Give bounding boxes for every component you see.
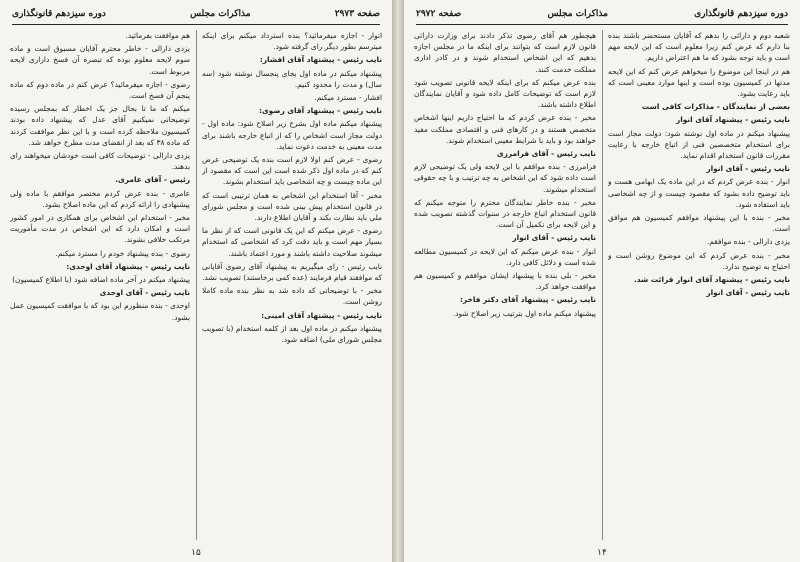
paragraph: انوار - اجازه میفرمائید؟ بنده استرداد میکنم برای اینکه میترسم بطور دیگر رای گرفته شود. bbox=[202, 31, 382, 52]
paragraph: نایب رئیس - پیشنهاد آقای رضوی: bbox=[258, 106, 382, 116]
paragraph: رضوی - عرض کنم اولا لازم است بنده یک توضیحی عرض کنم که در ماده اول ذکر شده است این است که مقصود از این ماده چیست و چه اشخاصی باید استخدام بشوند. bbox=[202, 155, 382, 187]
left-column-divider bbox=[196, 30, 197, 540]
paragraph: هم در اینجا این موضوع را میخواهم عرض کنم که این لایحه مدتها در کمیسیون بوده است و اینها موارد معینی است که باید رعایت بشود. bbox=[608, 66, 790, 99]
right-page bbox=[404, 0, 800, 562]
left-page-label: صفحه ۲۹۷۳ bbox=[334, 9, 380, 19]
paragraph: مخبر - آقا استخدام این اشخاص به همان ترتیبی است که در قانون استخدام پیش بینی شده است و مجلس شورای ملی باید نظارت بکند و آقایان اطلاع دارند. bbox=[202, 190, 382, 223]
right-page-number: ۱۴ bbox=[597, 548, 607, 558]
paragraph: هم موافقت بفرمائید. bbox=[125, 31, 190, 40]
paragraph: نایب رئیس - آقای اوحدی bbox=[99, 288, 190, 298]
left-header-rule bbox=[12, 24, 380, 25]
paragraph: عامری - بنده عرض کردم مختصر موافقم با ماده ولی پیشنهادی را ارائه کردم که این ماده اصلاح بشود. bbox=[10, 188, 190, 209]
paragraph: انوار - بنده عرض میکنم که این لایحه در کمیسیون مطالعه شده است و دلائل کافی دارد. bbox=[414, 246, 596, 267]
right-page-inner-column bbox=[414, 30, 596, 540]
paragraph: مخبر - با توضیحاتی که داده شد به نظر بنده ماده کاملا روشن است. bbox=[202, 286, 382, 307]
paragraph: هیچطور هم آقای رضوی تذکر دادند برای وزارت دارائی قانون لازم است که بتوانند برای اینکه ما در مجلس اجازه بدهیم که این اشخاص استخدام شوند و در کادر اداری مملکت خدمت کنند. bbox=[414, 31, 596, 74]
left-section-title: مذاکرات مجلس bbox=[190, 9, 251, 19]
paragraph: نایب رئیس - آقای انوار bbox=[706, 288, 790, 298]
paragraph: مخبر - بنده عرض کردم که این موضوع روشن است و احتیاج به توضیح ندارد. bbox=[608, 250, 790, 271]
paragraph: پیشنهاد میکنم در آخر ماده اضافه شود (با اطلاع کمیسیون) bbox=[12, 275, 190, 285]
paragraph: فرامرزی - بنده موافقم با این لایحه ولی یک توضیحی لازم است داده شود که این اشخاص به چه ترتیب و با چه حقوقی استخدام میشوند. bbox=[414, 162, 596, 194]
paragraph: نایب رئیس - پیشنهاد آقای افشار: bbox=[259, 55, 382, 65]
book-gutter bbox=[392, 0, 404, 562]
paragraph: پیشنهاد میکنم ماده اول بترتیب زیر اصلاح شود. bbox=[452, 308, 596, 318]
left-page-outer-column bbox=[10, 30, 190, 540]
paragraph: رضوی - اجازه میفرمائید؟ عرض کنم در ماده دوم که ماده پنجم آن فسخ است. bbox=[10, 79, 190, 101]
left-session-title: دوره سیزدهم قانونگذاری bbox=[12, 9, 106, 19]
paragraph: یزدی دارالی - خاطر محترم آقایان مسبوق است و ماده سوم لایحه معلوم بوده که تبصره آن فسخ داراری لایحه مربوط است. bbox=[10, 44, 190, 76]
paragraph: رضوی - عرض میکنم که این یک قانونی است که از نظر ما بسیار مهم است و باید دقت کرد که اشخاصی که استخدام میشوند صلاحیت داشته باشند و مورد اعتماد باشند. bbox=[202, 226, 382, 258]
paragraph: مخبر - بلی بنده با پیشنهاد ایشان موافقم و کمیسیون هم موافقت خواهد کرد. bbox=[414, 271, 596, 292]
left-page-inner-column bbox=[202, 30, 382, 540]
paragraph: نایب رئیس - آقای انوار bbox=[512, 233, 596, 243]
paragraph: مخبر - بنده با این پیشنهاد موافقم کمیسیون هم موافق است. bbox=[608, 213, 790, 234]
paragraph: اوحدی - بنده منظورم این بود که با موافقت کمیسیون عمل بشود. bbox=[10, 301, 190, 322]
paragraph: نایب رئیس - پیشنهاد آقای دکتر فاخر: bbox=[459, 295, 596, 305]
paragraph: مخبر - استخدام این اشخاص برای همکاری در امور کشور است و امکان دارد که این اشخاص در مدت مأموریت مرتکب خلافی بشوند. bbox=[10, 213, 190, 245]
paragraph: نایب رئیس - آقای انوار bbox=[706, 164, 790, 174]
paragraph: یزدی دارالی - توضیحات کافی است خودشان میخواهند رای بدهند. bbox=[10, 151, 190, 172]
paragraph: شعبه دوم و دارائی را بدهم که آقایان مستحضر باشند بنده بنا دارم که عرض کنم زیرا معلوم است که این لایحه مهم است و باید توجه بشود که ما هم اعتراض داریم. bbox=[608, 31, 790, 63]
right-session-title: دوره سیزدهم قانونگذاری bbox=[694, 9, 788, 19]
paragraph: نایب رئیس - پیشنهاد آقای انوار bbox=[675, 115, 790, 125]
paragraph: نایب رئیس - پیشنهاد آقای انوار قرائت شد. bbox=[633, 275, 790, 285]
paragraph: نایب رئیس - آقای فرامرزی bbox=[496, 149, 596, 159]
paragraph: افشار - مسترد میکنم. bbox=[314, 93, 382, 103]
paragraph: پیشنهاد میکنم ماده اول بشرح زیر اصلاح شود: ماده اول - دولت مجاز است اشخاص را که از اتباع خارجه باشند برای مدت معینی به خدمت دعوت نماید. bbox=[202, 119, 382, 151]
right-column-divider bbox=[602, 30, 603, 540]
left-page-number: ۱۵ bbox=[191, 548, 201, 558]
left-page-header bbox=[12, 6, 380, 22]
paragraph: نایب رئیس - رای میگیریم به پیشنهاد آقای رضوی آقایانی که موافقند قیام فرمایند (عده کمی برخاستند) تصویب نشد. bbox=[202, 261, 382, 283]
paragraph: پیشنهاد میکنم در ماده اول بجای پنجسال نوشته شود (سه سال) و مدت را محدود کنیم. bbox=[202, 68, 382, 89]
paragraph: یزدی دارالی - بنده موافقم. bbox=[706, 237, 790, 247]
paragraph: مخبر - بنده عرض کردم که ما احتیاج داریم اینها اشخاص متخصص هستند و در کارهای فنی و اقتصادی مملکت مفید خواهند بود و باید با شرایط معینی استخدام شوند. bbox=[414, 113, 596, 145]
paragraph: رئیس - آقای عامری. bbox=[115, 175, 190, 185]
paragraph: مخبر - بنده خاطر نمایندگان محترم را متوجه میکنم که قانون استخدام اتباع خارجه در سنوات گذشته تصویب شده و این لایحه برای تکمیل آن است. bbox=[414, 197, 596, 230]
paragraph: نایب رئیس - پیشنهاد آقای امینی: bbox=[261, 310, 382, 320]
paragraph: انوار - بنده عرض کردم که در این ماده یک ابهامی هست و باید توضیح داده بشود که مقصود چیست و از چه اشخاصی باید استفاده شود. bbox=[608, 177, 790, 209]
paragraph: نایب رئیس - پیشنهاد آقای اوحدی: bbox=[66, 261, 190, 271]
right-page-outer-column bbox=[608, 30, 790, 540]
paragraph: پیشنهاد میکنم در ماده اول نوشته شود: دولت مجاز است برای استخدام متخصصین فنی از اتباع خارجه با رعایت مقررات قانون استخدام اقدام نماید. bbox=[608, 128, 790, 161]
right-page-header bbox=[416, 6, 788, 22]
paragraph: بعضی از نمایندگان - مذاکرات کافی است bbox=[641, 102, 790, 112]
paragraph: بنده عرض میکنم که برای اینکه لایحه قانونی تصویب شود لازم است که توضیحات کامل داده شود و آقایان نمایندگان اطلاع داشته باشند. bbox=[414, 77, 596, 110]
paragraph: پیشنهاد میکنم در ماده اول بعد از کلمه استخدام (با تصویب مجلس شورای ملی) اضافه شود. bbox=[202, 323, 382, 345]
left-page bbox=[0, 0, 392, 562]
paragraph: رضوی - بنده پیشنهاد خودم را مسترد میکنم. bbox=[55, 248, 190, 258]
paragraph: میکنم که ما تا بحال جز یک اخطار که بمجلس رسیده توضیحاتی نمیکنیم آقای عدل که پیشنهاد داده بودند کمیسیون ملاحظه کرده است و با این نظر موافقت کردند که ماده ۳۸ که بعد از انقضای مدت مطرح خواهد شد. bbox=[10, 104, 190, 147]
right-header-rule bbox=[416, 24, 788, 25]
right-page-label: صفحه ۲۹۷۲ bbox=[416, 9, 462, 19]
right-section-title: مذاکرات مجلس bbox=[547, 9, 608, 19]
